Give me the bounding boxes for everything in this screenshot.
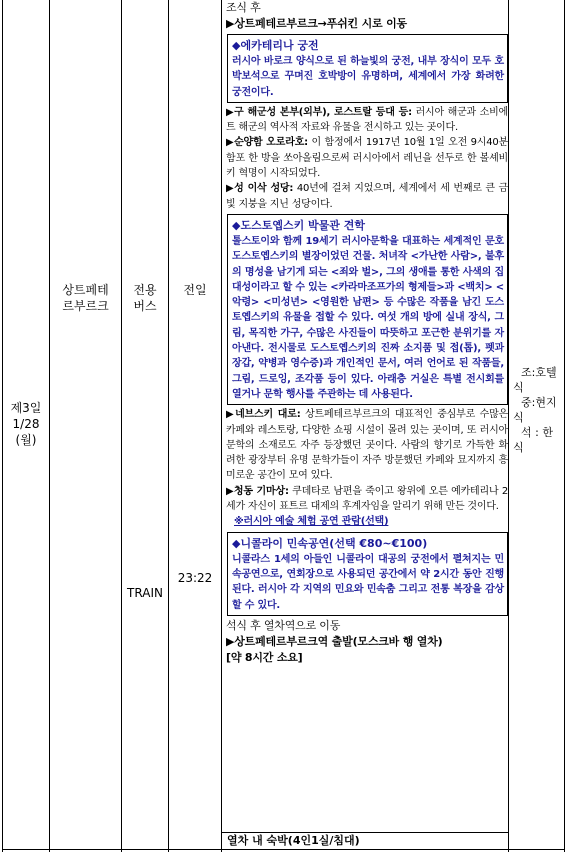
meal-line2: 식: [513, 381, 524, 394]
time-train-label: 23:22: [177, 571, 213, 585]
table-border-right: [564, 0, 565, 852]
nikolai-performance-title: ◆니콜라이 민속공연(선택 €80~€100): [232, 536, 428, 550]
duration-line: [약 8시간 소요]: [226, 650, 303, 664]
aurora-paragraph: [226, 135, 508, 181]
city-cell: [50, 282, 121, 314]
transport-label-line2: 버스: [133, 299, 157, 313]
nevsky-title: ▶네브스키 대로:: [226, 409, 301, 421]
catherine-palace-box: [227, 34, 508, 103]
breakfast-line: 조식 후: [226, 1, 261, 14]
catherine-palace-text: 러시아 바로크 양식으로 된 하늘빛의 궁전, 내부 장식이 모두 호박보석으로 꾸며진 호박방이 유명하며, 세계에서 가장 화려한 궁전이다.: [232, 56, 504, 98]
depart-line: ▶상트페테르부르크역 출발(모스크바 행 열차): [226, 634, 443, 648]
time-train-cell: [169, 570, 221, 586]
navy-text: 러시아 해군과 소비에트 해군의 역사적 자료와 유물을 전시하고 있는 곳이다.: [226, 106, 509, 134]
table-border-bottom: [2, 849, 565, 850]
nevsky-paragraph: [226, 407, 508, 483]
dostoevsky-museum-text: 톨스토이와 함께 19세기 러시아문학을 대표하는 세계적인 문호 도스토옙스키의 별장이었던 건물. 처녀작 <가난한 사람>, 불후의 명성을 남기게 되는 <죄와 벌>, 그의 생애를 통한 사색의 집대성이라고 할 수 있는 <카라마조프가의 형제들>과 <백치> <악령> <미성년> <영원한 남편> 등 수많은 작품을 남긴 도스토옙스키의 유물을 접할 수 있다. 여섯 개의 방에 실내 장식, 그림, 목직한 가구, 수많은 사진들이 따뜻하고 포근한 분위기를 자아낸다. 전시물로 도스토옙스키의 진짜 소지품 및 접(톱), 펫과 장갑, 약병과 영수증)과 개인적인 문서, 여러 언어로 된 작품들, 그림, 드로잉, 조각품 등이 있다. 아래층 거실은 특별 전시회를 열거나 문학 행사를 주관하는 데 사용된다.: [232, 235, 504, 400]
dostoevsky-museum-title: ◆도스토옙스키 박물관 견학: [232, 218, 366, 232]
column-divider-2: [121, 0, 122, 852]
isaac-text: 40년에 걸쳐 지었으며, 세계에서 세 번째로 큰 금빛 지붕을 지닌 성당이다.: [226, 183, 508, 210]
horseman-title: ▶청동 기마상:: [226, 485, 289, 497]
meal-line3: 중:현지: [521, 396, 557, 409]
lodging-divider: [221, 832, 509, 833]
dostoevsky-museum-box: [227, 214, 508, 405]
option-note: [226, 514, 508, 529]
meal-line1: 조:호텔: [521, 366, 557, 379]
meal-line5: 석 : 한: [521, 426, 553, 439]
transport-train-cell: [122, 585, 168, 601]
meal-line6: 식: [513, 441, 524, 454]
navy-title: ▶구 해군성 본부(외부), 로스트랄 등대 등:: [226, 106, 412, 118]
horseman-text: 쿠데타로 남편을 죽이고 왕위에 오른 예카테리나 2세가 자신이 표트르 대제의 후계자임을 알리기 위해 만든 것이다.: [226, 485, 509, 513]
column-divider-4: [221, 0, 222, 852]
transport-label-line1: 전용: [133, 283, 157, 297]
day-cell: [3, 400, 49, 448]
option-note-text: ※러시아 예술 체험 공연 관람(선택): [234, 516, 389, 528]
column-divider-1: [49, 0, 50, 852]
city-label-line1: 상트페테: [62, 283, 109, 297]
isaac-title: ▶성 이삭 성당:: [226, 183, 294, 195]
time-allday-label: 전일: [183, 283, 207, 297]
time-allday-cell: [169, 282, 221, 298]
dinner-line: 석식 후 열차역으로 이동: [226, 618, 341, 632]
weekday-label: (월): [15, 433, 37, 447]
day-label: 제3일: [10, 401, 42, 415]
lodging-line: 열차 내 숙박(4인1실/침대): [227, 834, 360, 847]
transport-train-label: TRAIN: [127, 586, 163, 600]
navy-paragraph: [226, 105, 508, 136]
city-label-line2: 르부르크: [62, 299, 109, 313]
move-line: ▶상트페테르부르크→푸쉬킨 시로 이동: [226, 17, 407, 30]
transport-cell: [122, 282, 168, 314]
itinerary-content: [226, 0, 508, 666]
date-label: 1/28: [12, 417, 40, 431]
meal-cell: [509, 365, 564, 455]
meal-line4: 식: [513, 411, 524, 424]
horseman-paragraph: [226, 484, 508, 515]
aurora-text: 이 함정에서 1917년 10월 1일 오전 9시40분 함포 한 방을 쏘아올림으로써 러시아에서 레닌을 선두로 한 볼셰비키 혁명이 시작되었다.: [226, 137, 508, 180]
nikolai-performance-text: 니콜라스 1세의 아들인 니콜라이 대공의 궁전에서 펼쳐지는 민속공연으로, 연회장으로 사용되던 공간에서 약 2시간 동안 진행된다. 러시아 각 지역의 민요와 민속춤 그리고 전통 복장을 감상할 수 있다.: [232, 553, 504, 611]
isaac-paragraph: [226, 181, 508, 212]
nevsky-text: 상트페테르부르크의 대표적인 중심부로 수많은 카페와 레스토랑, 다양한 쇼핑 시설이 몰려 있는 곳이며, 또 러시아 문학의 소재로도 자주 등장했던 곳이다. 사람의 향기로 가득한 화려한 광장부터 유명 문학가들이 자주 방문했던 카페와 묘지까지 흥미로운 공간이 모여 있다.: [226, 409, 508, 482]
nikolai-performance-box: [227, 532, 508, 616]
column-divider-3: [168, 0, 169, 852]
aurora-title: ▶순양함 오로라호:: [226, 137, 308, 149]
catherine-palace-title: ◆에카테리나 궁전: [232, 39, 319, 52]
